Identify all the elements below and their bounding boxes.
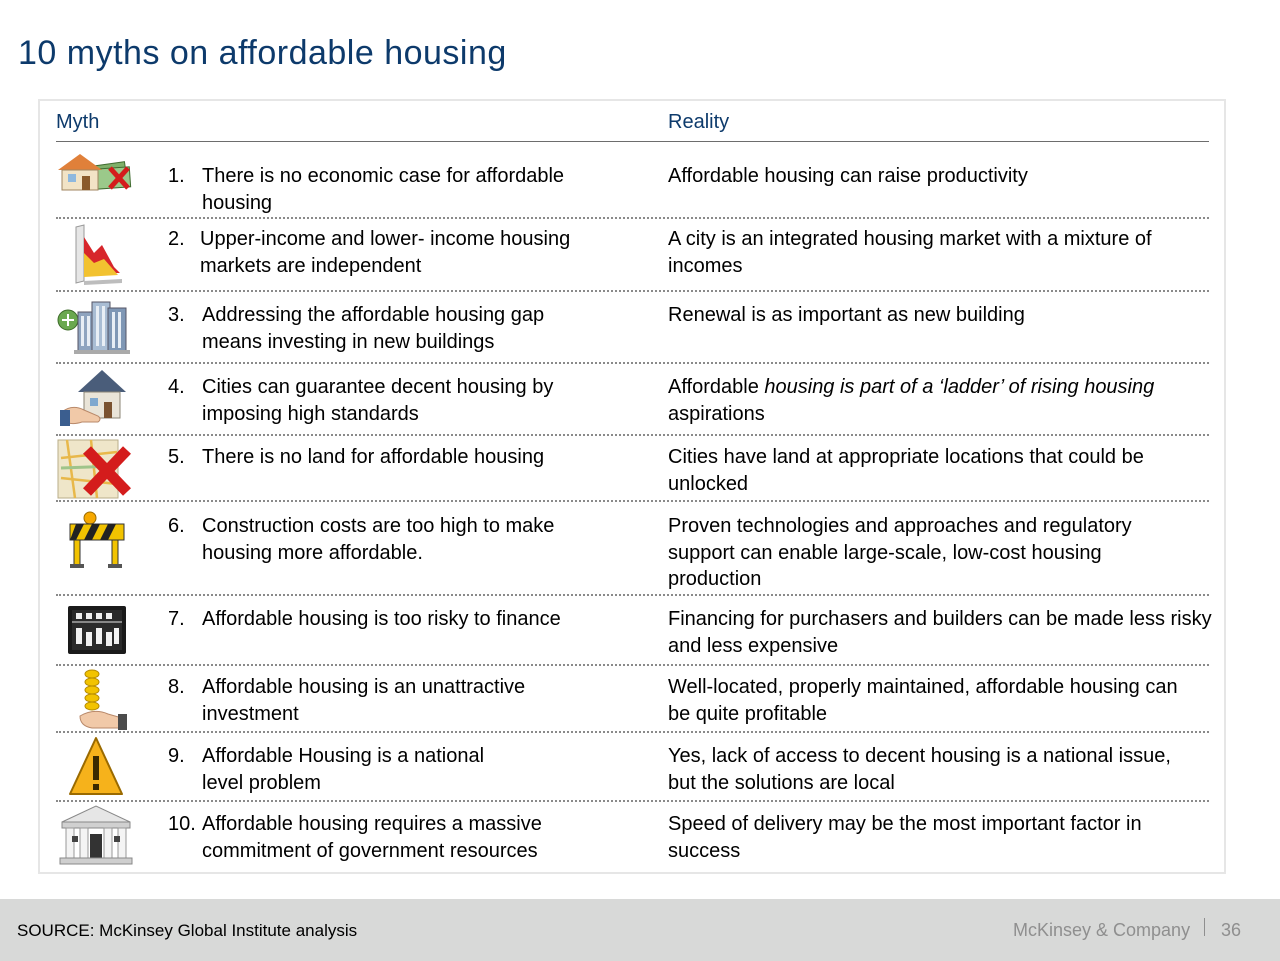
reality-text: Yes, lack of access to decent housing is a national issue, but the solutions are local (668, 745, 1171, 794)
myth-text: Cities can guarantee decent housing by imposing high standards (202, 376, 554, 425)
row-number: 6. (168, 515, 185, 537)
page-title: 10 myths on affordable housing (18, 34, 507, 72)
reality-text: A city is an integrated housing market with a mixture of incomes (668, 228, 1152, 277)
row-separator (56, 290, 1209, 292)
buildings-icon (56, 298, 132, 361)
reality-text: Affordable housing can raise productivity (668, 165, 1028, 187)
house-hand-icon (60, 366, 130, 435)
house-money-icon (56, 150, 132, 199)
footer-divider (1204, 918, 1205, 936)
coins-hand-icon (78, 668, 128, 735)
row-separator (56, 594, 1209, 596)
reality-text-italic: housing is part of a ‘ladder’ of rising housing (764, 376, 1155, 398)
row-number: 7. (168, 608, 185, 630)
myth-text: Affordable housing is an unattractive investment (202, 676, 526, 725)
myth-text: Construction costs are too high to make housing more affordable. (202, 515, 555, 564)
page-number: 36 (1221, 920, 1242, 940)
construction-barrier-icon (66, 510, 128, 575)
row-number: 10. (168, 813, 196, 835)
row-separator (56, 362, 1209, 364)
header-rule (56, 141, 1209, 142)
myth-text: There is no land for affordable housing (202, 446, 545, 468)
abacus-icon (66, 604, 128, 661)
myth-text: Affordable housing is too risky to finance (202, 608, 561, 630)
row-number: 5. (168, 446, 185, 468)
reality-text: Cities have land at appropriate locations that could be unlocked (668, 446, 1144, 495)
myth-text-line2: level problem (202, 771, 321, 794)
reality-text: Financing for purchasers and builders can be made less risky and less expensive (668, 608, 1212, 657)
warning-icon (68, 736, 124, 803)
myth-text: There is no economic case for affordable housing (202, 165, 565, 214)
chart-decline-icon (70, 223, 126, 290)
brand-name: McKinsey & Company (1013, 920, 1191, 940)
row-number: 4. (168, 376, 185, 398)
reality-text-tail: aspirations (668, 402, 765, 425)
reality-text: Well-located, properly maintained, affordable housing can be quite profitable (668, 676, 1178, 725)
row-separator (56, 800, 1209, 802)
row-separator (56, 731, 1209, 733)
row-separator (56, 434, 1209, 436)
map-cross-icon (57, 438, 131, 505)
government-building-icon (58, 804, 134, 871)
reality-column-header: Reality (668, 111, 730, 133)
reality-text: Renewal is as important as new building (668, 304, 1025, 326)
reality-text (668, 374, 1213, 427)
row-separator (56, 500, 1209, 502)
reality-text: Speed of delivery may be the most important factor in success (668, 813, 1142, 862)
myth-text (202, 743, 602, 796)
row-number: 9. (168, 745, 185, 767)
myth-column-header: Myth (56, 111, 100, 133)
myth-text: Addressing the affordable housing gap means investing in new buildings (202, 304, 545, 353)
row-number: 1. (168, 165, 185, 187)
myth-text-line1: Affordable Housing is a national (202, 745, 485, 767)
row-separator (56, 664, 1209, 666)
source-note: SOURCE: McKinsey Global Institute analysis (17, 921, 358, 940)
row-number: 8. (168, 676, 185, 698)
row-separator (56, 217, 1209, 219)
myth-text: Affordable housing requires a massive commitment of government resources (202, 813, 542, 862)
row-number: 3. (168, 304, 185, 326)
reality-text: Proven technologies and approaches and regulatory support can enable large-scale, low-cost housing production (668, 515, 1132, 590)
reality-text-plain: Affordable (668, 376, 765, 398)
row-number: 2. (168, 228, 185, 250)
myth-text: Upper-income and lower- income housing markets are independent (200, 228, 571, 277)
